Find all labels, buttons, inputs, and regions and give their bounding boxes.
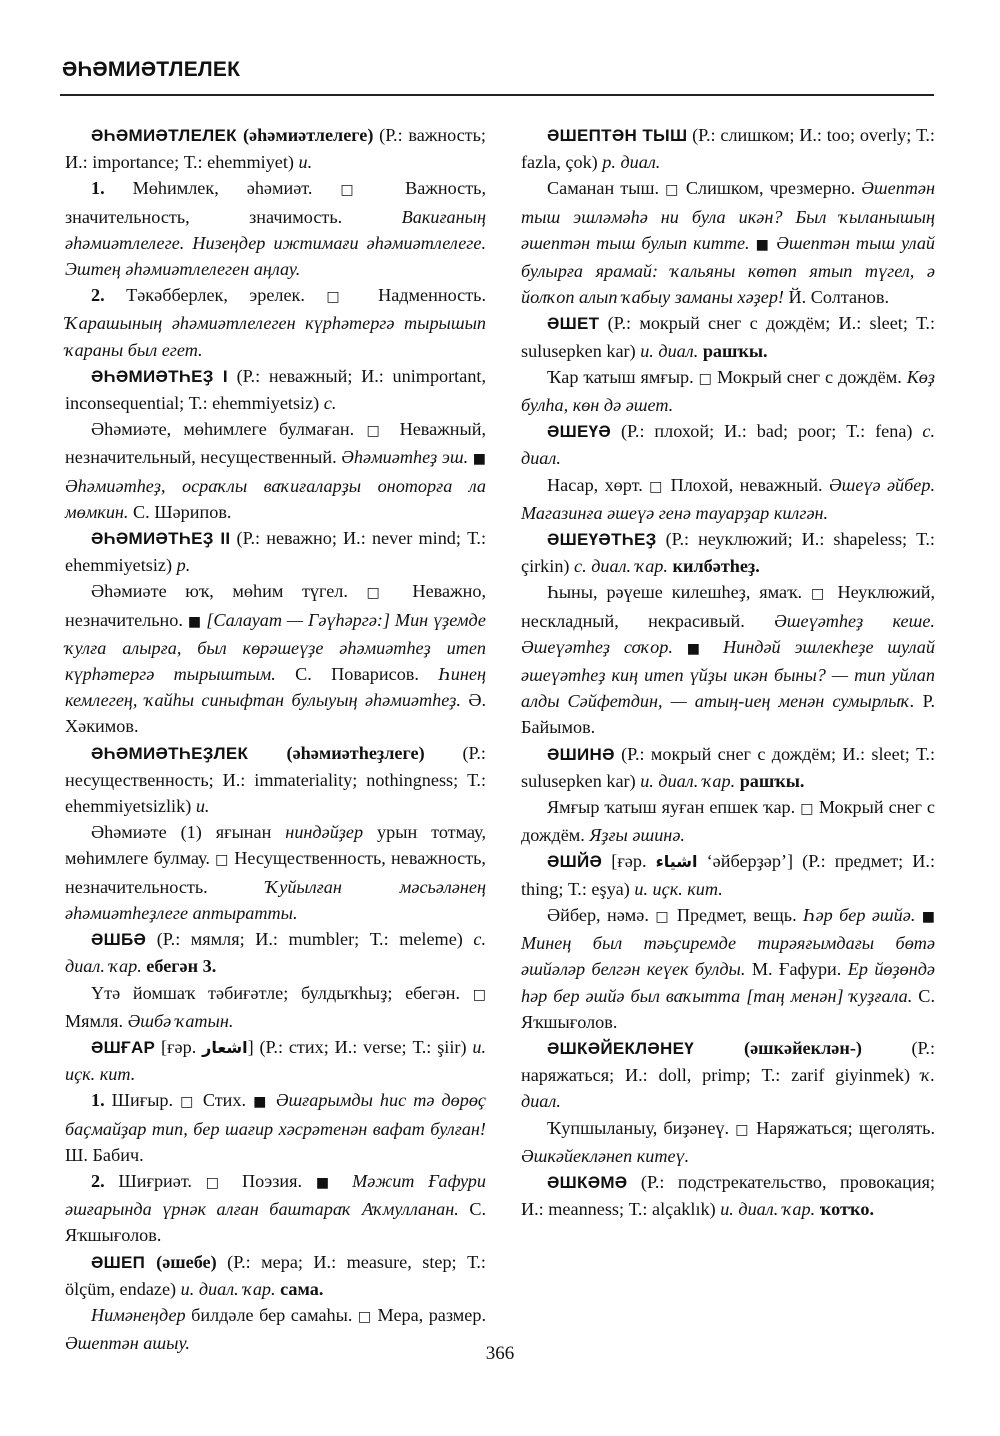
text: Мөһимлек, әһәмиәт. — [104, 178, 341, 199]
dictionary-paragraph — [521, 310, 935, 363]
headword: ӘШЕПТӘН ТЫШ — [547, 126, 688, 145]
text: Мямля. — [65, 1010, 128, 1031]
italic-example: Әшеүә әйбер. Магазинға әшеүә генә тауарҙар килгән. — [521, 474, 935, 523]
italic-example: с. диал. ҡар. — [65, 929, 486, 977]
text: Үтә йомшаҡ тәбиғәтле; булдыҡһыҙ; ебегән. — [91, 982, 473, 1003]
bold-text: 1. — [91, 178, 105, 199]
headword: ӘШЕТ — [547, 314, 600, 334]
headword: ӘШЙӘ — [547, 852, 603, 872]
italic-example: р. диал. — [602, 152, 661, 173]
text: С. Яҡшығолов. — [65, 1199, 486, 1246]
text: Һыны, рәүеше килешһеҙ, ямаҡ. — [547, 582, 812, 603]
text: Ямғыр ҡатыш яуған епшек ҡар. — [547, 797, 801, 818]
marker-symbol: ■ — [472, 451, 486, 468]
marker-symbol: □ — [205, 1174, 229, 1191]
text: Насар, хөрт. — [547, 474, 650, 495]
bold-text: рашҡы. — [735, 770, 805, 791]
text: (Р.: слишком; И.: too; overly; Т.: fazla, çok) — [521, 125, 935, 173]
text: Әйбер, нәмә. — [547, 904, 656, 925]
text: С. Шәрипов. — [128, 501, 232, 522]
text: билдәле бер самаһы. — [185, 1304, 358, 1325]
italic-example: и. диал. ҡар. — [640, 770, 736, 791]
italic-example: Әшбә ҡатын. — [127, 1010, 234, 1031]
text: Ҡупшыланыу, биҙәнеү. — [547, 1117, 736, 1138]
italic-example: и. диал. — [640, 340, 699, 361]
headword: ӘШЕҮӘ — [547, 422, 612, 442]
dictionary-paragraph — [521, 175, 935, 310]
text: ‘әйберҙәр’] (Р.: предмет; И.: thing; Т.: eşya) — [521, 851, 936, 899]
italic-example: Нимәнеңдер — [91, 1304, 186, 1325]
italic-example: и. диал. ҡар. — [720, 1199, 816, 1220]
dictionary-paragraph — [521, 1169, 935, 1222]
italic-example: с. диал. ҡар. — [574, 556, 668, 577]
dictionary-paragraph — [65, 282, 486, 363]
bold-text: 1. — [91, 1090, 105, 1111]
dictionary-paragraph — [521, 1035, 935, 1115]
dictionary-paragraph — [65, 363, 486, 416]
marker-symbol: ■ — [315, 1174, 339, 1191]
text: [ғәр. — [155, 1036, 203, 1057]
marker-symbol: □ — [655, 908, 671, 925]
italic-example: с. — [323, 393, 337, 414]
headword: ӘҺӘМИӘТҺЕҘЛЕК — [91, 743, 287, 763]
dictionary-paragraph — [521, 526, 935, 579]
text: Слишком, чрезмерно. — [679, 178, 862, 199]
text: Ҡар ҡатыш ямғыр. — [547, 366, 699, 387]
bold-text: (әһәмиәтлелеге) — [243, 125, 374, 145]
text: (Р.: важность; И.: importance; Т.: ehemmiyet) — [65, 125, 486, 173]
italic-example: Ҡуйылған мәсьәләнең әһәмиәтһеҙлеге аптыратты. — [65, 876, 486, 923]
marker-symbol: □ — [215, 852, 230, 869]
marker-symbol: □ — [180, 1094, 196, 1111]
text: Мокрый снег с дождём. — [521, 797, 935, 846]
marker-symbol: □ — [811, 586, 829, 603]
text: Шиғриәт. — [104, 1170, 206, 1191]
bold-text: ҡотҡо. — [815, 1199, 875, 1220]
marker-symbol: □ — [366, 585, 394, 602]
bold-text: рашҡы. — [698, 340, 768, 361]
dictionary-paragraph — [65, 416, 486, 525]
running-head: ӘҺӘМИӘТЛЕЛЕК — [62, 58, 241, 81]
text: Наряжаться; щеголять. — [750, 1117, 935, 1138]
bold-text: (әһәмиәтһеҙлеге) — [286, 742, 425, 763]
text: Неважный, незначительный, несущественный. — [65, 419, 486, 468]
header-rule — [60, 94, 934, 96]
text: Мокрый снег с дождём. — [712, 366, 907, 387]
text: М. Ғафури. — [745, 959, 848, 980]
text: Ш. Бабич. — [65, 1144, 144, 1165]
marker-symbol: □ — [665, 182, 680, 199]
text: Важность, значительность, значимость. — [65, 178, 486, 227]
text: (Р.: мера; И.: measure, step; Т.: ölçüm, endaze) — [65, 1251, 486, 1299]
italic-example: с. диал. — [521, 421, 935, 469]
headword: ӘШИНӘ — [547, 744, 615, 764]
dictionary-paragraph — [521, 364, 935, 418]
headword: ӘШКӘЙЕКЛӘНЕҮ — [547, 1038, 745, 1058]
italic-example: и. диал. ҡар. — [180, 1278, 276, 1299]
dictionary-paragraph — [521, 741, 935, 794]
dictionary-paragraph — [521, 418, 935, 471]
italic-example: Һинең кемлегең, ҡайһы синыфтан булыуың әһәмиәтһеҙ. — [65, 664, 486, 711]
text: (Р.: неважный; И.: unimportant, inconsequential; Т.: ehemmiyetsiz) — [65, 365, 487, 414]
text: Әһәмиәте юҡ, мөһим түгел. — [91, 581, 367, 602]
dictionary-paragraph — [65, 122, 486, 175]
text: Несущественность, неважность, незначительность. — [65, 848, 486, 897]
dictionary-paragraph — [65, 1249, 486, 1302]
dictionary-paragraph — [65, 980, 486, 1034]
italic-example: Вакиғаның әһәмиәтлелеге. Низеңдер ижтимағи әһәмиәтлелеге. Эштең әһәмиәтлелеген аңлау. — [65, 206, 486, 280]
italic-example: Һәр бер әшйә. — [803, 904, 922, 925]
italic-example: Ҡарашының әһәмиәтлелеген күрһәтергә тырышып ҡараны был егет. — [65, 313, 486, 360]
marker-symbol: ■ — [755, 236, 771, 253]
headword: ӘШКӘМӘ — [547, 1172, 628, 1192]
dictionary-paragraph — [65, 578, 486, 739]
text: С. Поварисов. — [275, 664, 439, 685]
marker-symbol: ■ — [187, 613, 202, 630]
text: (Р.: несущественность; И.: immateriality; nothingness; Т.: ehemmiyetsizlik) — [65, 742, 486, 817]
text: (Р.: плохой; И.: bad; poor; Т.: fena) — [611, 421, 923, 442]
text: Неуклюжий, нескладный, некрасивый. — [521, 582, 935, 631]
text: Стих. — [195, 1090, 254, 1111]
italic-example: Әшкәйекләнеп китеү. — [521, 1145, 690, 1166]
marker-symbol: □ — [366, 423, 388, 440]
text: (Р.: наряжаться; И.: doll, primp; Т.: zarif giyinmek) — [521, 1037, 935, 1086]
bold-text: сама. — [275, 1278, 324, 1299]
italic-example: Әшеүәтһеҙ кеше. Әшеүәтһеҙ соҡор. — [521, 610, 935, 657]
text: Әһәмиәте (1) яғынан — [91, 822, 286, 843]
marker-symbol: ■ — [686, 640, 710, 657]
text: Надменность. — [356, 285, 486, 306]
headword: ӘШБӘ — [91, 930, 147, 950]
dictionary-paragraph — [521, 1115, 935, 1169]
text: (Р.: неважно; И.: never mind; Т.: ehemmiyetsiz) — [65, 528, 486, 576]
marker-symbol: ■ — [921, 908, 935, 925]
italic-example: и. — [298, 152, 313, 173]
text: Ә. Хәкимов. — [65, 690, 486, 737]
text: Мера, размер. — [372, 1304, 487, 1325]
italic-example: Яҙғы әшинә. — [589, 825, 685, 846]
italic-example: ҡ. диал. — [521, 1065, 935, 1112]
bold-text: килбәтһеҙ. — [667, 556, 760, 577]
dictionary-paragraph — [521, 122, 935, 175]
headword: ӘШҒАР — [91, 1037, 156, 1057]
italic-example: Мәжит Ғафури әшғарында үрнәк алған баштараҡ Аҡмулланан. — [65, 1170, 486, 1220]
italic-example: Әшғарымды һис тә дөрөҫ баҫмайҙар тип, бер шағир хәсрәтенән вафат булған! — [65, 1090, 487, 1139]
marker-symbol: □ — [800, 801, 814, 818]
italic-example: Әһәмиәтһеҙ, осраҡлы ваҡиғаларҙы оноторға ла мөмкин. — [65, 475, 486, 522]
text: Шиғыр. — [104, 1090, 181, 1111]
italic-example: Көҙ булһа, көн дә әшет. — [521, 366, 935, 416]
text: (Р.: подстрекательство, провокация; И.: meanness; Т.: alçaklık) — [521, 1171, 935, 1220]
italic-example: Әшептән тыш эшләмәһә ни була икән? Был ҡыланышың әшептән тыш булып китте. — [521, 178, 936, 253]
text: Й. Солтанов. — [783, 287, 890, 308]
bold-text: (әшебе) — [156, 1251, 217, 1272]
dictionary-paragraph — [65, 1034, 486, 1087]
dictionary-paragraph — [65, 819, 486, 926]
right-column — [521, 122, 935, 1222]
headword: ӘҺӘМИӘТҺЕҘ I — [91, 366, 228, 386]
marker-symbol: □ — [326, 289, 357, 306]
arabic-etymon: اشعار — [202, 1037, 248, 1057]
dictionary-paragraph — [521, 579, 935, 740]
dictionary-paragraph — [65, 1087, 486, 1168]
arabic-etymon: اشياء — [655, 852, 698, 872]
text: (Р.: мокрый снег с дождём; И.: sleet; Т.: sulusepken kar) — [521, 313, 935, 361]
italic-example: Әшептән ашыу. — [65, 1333, 190, 1354]
marker-symbol: □ — [735, 1121, 751, 1138]
italic-example: [Салауат — Гәүһәргә:] Мин үҙемде ҡулға алырға, был көрәшеүҙе әһәмиәтһеҙ итеп күрһәтергә тырыштым. — [65, 609, 486, 685]
headword: ӘШЕП — [91, 1252, 157, 1272]
text: [ғәр. — [602, 851, 656, 872]
text: (Р.: неуклюжий; И.: shapeless; Т.: çirkin) — [521, 529, 935, 577]
italic-example: Әһәмиәтһеҙ эш. — [341, 447, 473, 468]
italic-example: Ниндәй эшлекһеҙе шулай әшеүәтһеҙ киң итеп үйҙы икән быны? — тип уйлап алды Сәйфетдин, — атың-иең менән сумырлыҡ. — [521, 636, 935, 712]
text: (Р.: мокрый снег с дождём; И.: sleet; Т.: sulusepken kar) — [521, 743, 935, 791]
page-number: 366 — [485, 1343, 515, 1364]
italic-example: ниндәйҙер — [285, 822, 364, 843]
dictionary-paragraph — [521, 472, 935, 526]
marker-symbol: □ — [472, 986, 486, 1003]
bold-text: ебегән 3. — [141, 956, 217, 977]
bold-text: 2. — [91, 1170, 105, 1191]
text: Әһәмиәте, мөһимлеге булмаған. — [91, 419, 367, 440]
dictionary-paragraph — [521, 794, 935, 848]
marker-symbol: □ — [649, 478, 665, 495]
marker-symbol: ■ — [253, 1094, 269, 1111]
headword: ӘҺӘМИӘТЛЕЛЕК — [91, 126, 243, 145]
dictionary-paragraph — [65, 1168, 486, 1249]
headword: ӘШЕҮӘТҺЕҘ — [547, 530, 657, 550]
text: Плохой, неважный. — [664, 474, 829, 495]
dictionary-paragraph — [65, 175, 486, 282]
italic-example: и. иҫк. кит. — [634, 878, 723, 899]
text: ] (Р.: стих; И.: verse; Т.: şiir) — [247, 1036, 473, 1057]
headword: ӘҺӘМИӘТҺЕҘ II — [91, 529, 231, 549]
text: С. Яҡшығолов. — [521, 985, 935, 1032]
dictionary-paragraph — [65, 926, 486, 979]
marker-symbol: □ — [698, 370, 713, 387]
text: Предмет, вещь. — [670, 904, 804, 925]
text: Р. Байымов. — [521, 691, 935, 738]
text: урын тотмау, мөһимлеге булмау. — [65, 822, 486, 869]
text: (Р.: мямля; И.: mumbler; Т.: meleme) — [146, 929, 474, 950]
text: Неважно, незначительно. — [65, 581, 487, 630]
italic-example: Ер йөҙөндә һәр бер әшйә был ваҡытта [таң менән] ҡуҙғала. — [521, 959, 935, 1006]
text: Поэзия. — [228, 1170, 316, 1191]
text: Саманан тыш. — [547, 178, 666, 199]
italic-example: Минең был тәьҫиремде тирәяғымдағы бөтә әшйәләр белгән кеүек булды. — [521, 933, 935, 980]
dictionary-paragraph — [521, 902, 935, 1035]
italic-example: р. — [176, 555, 191, 576]
marker-symbol: □ — [357, 1308, 373, 1325]
left-column — [65, 122, 486, 1356]
dictionary-paragraph — [65, 525, 486, 578]
dictionary-paragraph — [65, 740, 486, 820]
text: Тәкәбберлек, эрелек. — [104, 285, 327, 306]
bold-text: (әшкәйеклән-) — [744, 1037, 862, 1058]
italic-example: и. — [195, 796, 210, 817]
dictionary-paragraph — [521, 848, 935, 901]
marker-symbol: □ — [340, 182, 378, 199]
italic-example: Әшептән тыш улай булырға ярамай: ҡальяны көтөп ятып түгел, ә йолҡоп алып ҡабыу заманы хәҙер! — [521, 232, 936, 308]
bold-text: 2. — [91, 285, 105, 306]
italic-example: и. иҫк. кит. — [65, 1036, 486, 1085]
